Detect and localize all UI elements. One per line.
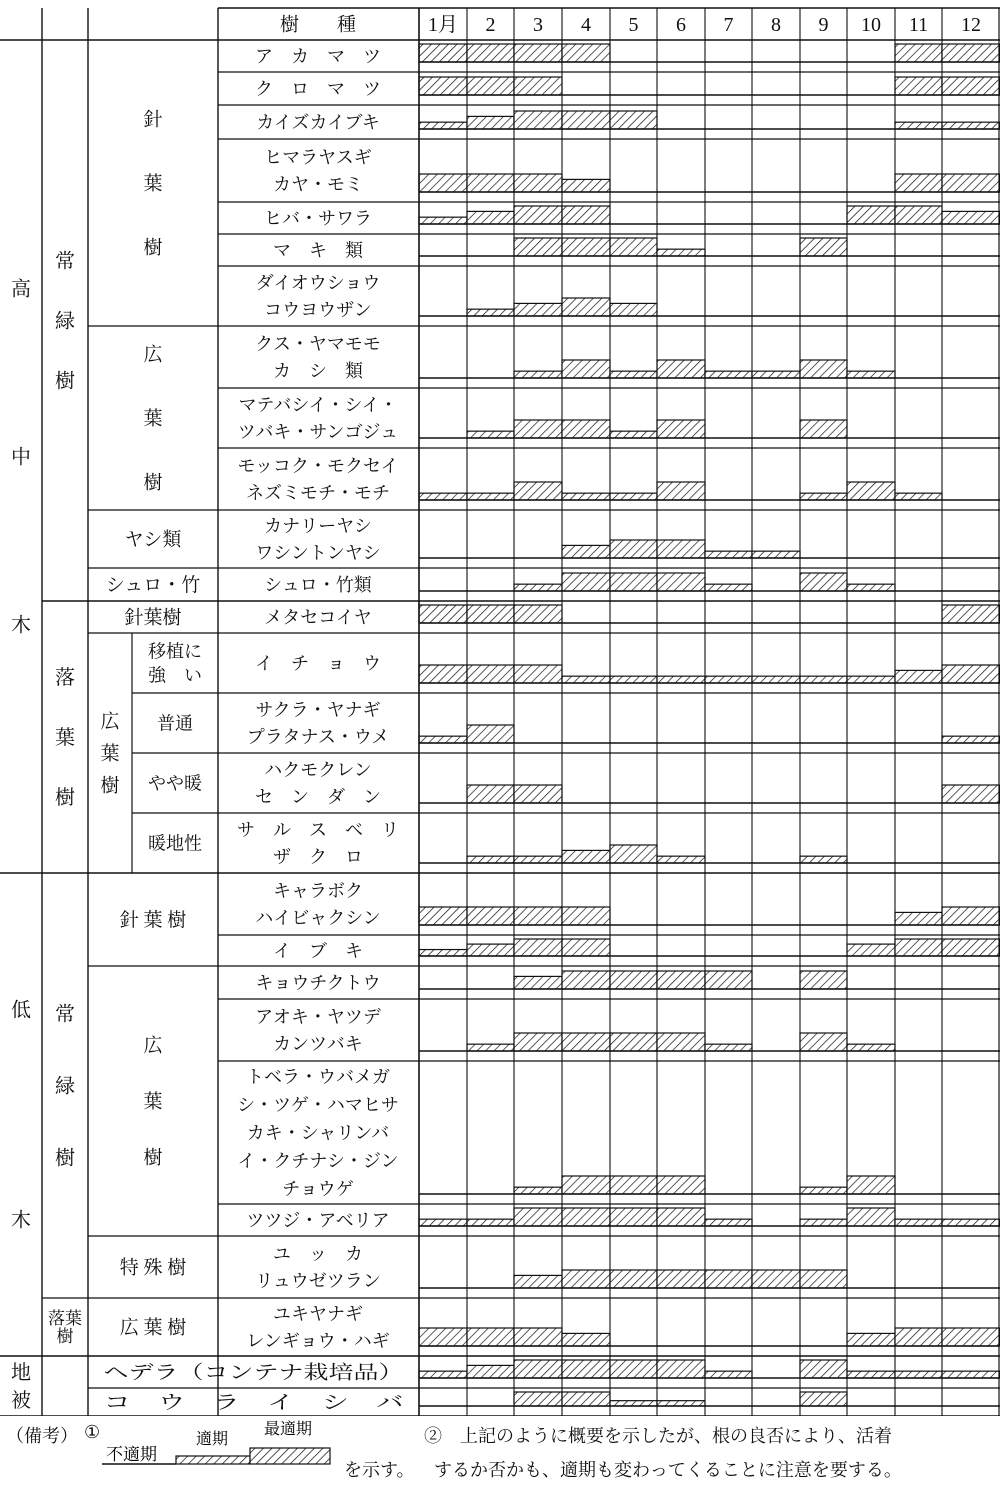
suitability-bar: [657, 1033, 705, 1051]
group-type-label: シュロ・竹: [105, 575, 201, 597]
group-type-label: コ ウ ラ イ シ バ: [103, 1392, 313, 1414]
suitability-bar: [514, 665, 562, 683]
suitability-bar: [847, 1371, 895, 1378]
group-type-label: ヤシ類: [124, 529, 182, 551]
suitability-bar: [942, 665, 1000, 683]
species-name: ヒバ・サワラ: [264, 208, 372, 229]
suitability-bar: [657, 1176, 705, 1194]
suitability-bar: [514, 1392, 562, 1406]
suitability-bar: [562, 939, 610, 956]
group-type-label: ヘデラ（コンテナ栽培品）: [103, 1362, 332, 1384]
suitability-bar: [657, 540, 705, 558]
group-type-label: 特 殊 樹: [119, 1257, 187, 1279]
suitability-bar: [562, 1208, 610, 1226]
suitability-bar: [562, 44, 610, 62]
group-type-label: 広 葉 樹: [119, 1317, 187, 1339]
suitability-bar: [610, 845, 657, 863]
suitability-bar: [800, 238, 847, 256]
group-type-label: 針葉樹: [143, 109, 163, 259]
group-leaf-label: 落葉樹: [48, 1308, 82, 1346]
species-name: マテバシイ・シイ・ツバキ・サンゴジュ: [237, 394, 399, 442]
group-leaf-label: 常緑樹: [55, 250, 75, 393]
remarks-line-2: するか否かも、適期も変わってくることに注意を要する。: [434, 1460, 902, 1481]
group-type-label: 針葉樹: [124, 607, 182, 629]
species-name: シュロ・竹類: [264, 574, 372, 595]
suitability-bar: [705, 584, 752, 591]
header-month: 11: [908, 14, 929, 36]
suitability-bar: [610, 1176, 657, 1194]
suitability-bar: [562, 206, 610, 224]
suitability-bar: [514, 1275, 562, 1288]
suitability-bar: [800, 360, 847, 378]
suitability-bar: [847, 482, 895, 500]
suitability-bar: [800, 493, 847, 500]
suitability-bar: [514, 44, 562, 62]
suitability-bar: [514, 303, 562, 316]
suitability-bar: [942, 211, 1000, 224]
header-month: 10: [861, 14, 881, 36]
header-month: 8: [771, 14, 781, 36]
group-leaf-label: 常緑樹: [55, 1003, 75, 1170]
suitability-bar: [419, 77, 467, 95]
species-name: クス・ヤマモモカ シ 類: [255, 333, 381, 381]
suitability-bar: [419, 1371, 467, 1378]
suitability-bar: [800, 1392, 847, 1406]
suitability-bar: [942, 44, 1000, 62]
suitability-bar: [847, 1208, 895, 1226]
suitability-bar: [610, 1208, 657, 1226]
header-month: 3: [533, 14, 543, 36]
suitability-bar: [895, 939, 942, 956]
suitability-bar: [800, 1360, 847, 1378]
header-month: 7: [723, 14, 734, 36]
suitability-bar: [800, 420, 847, 438]
suitability-bar: [514, 939, 562, 956]
suitability-bar: [562, 573, 610, 591]
header-month: 9: [818, 14, 829, 36]
suitability-bar: [847, 371, 895, 378]
suitability-bar: [895, 122, 942, 129]
suitability-bar: [467, 605, 514, 623]
suitability-bar: [419, 493, 467, 500]
suitability-bar: [419, 174, 467, 192]
suitability-bar: [942, 174, 1000, 192]
suitability-bar: [657, 482, 705, 500]
species-name: ヒマラヤスギカヤ・モミ: [264, 147, 372, 195]
suitability-bar: [467, 44, 514, 62]
suitability-bar: [514, 77, 562, 95]
suitability-bar: [610, 493, 657, 500]
legend-suitable-label: 適期: [196, 1431, 229, 1448]
legend-optimal-label: 最適期: [264, 1421, 313, 1438]
suitability-bar: [419, 1219, 467, 1226]
suitability-bar: [942, 122, 1000, 129]
suitability-bar: [705, 551, 752, 558]
group-type-label: 針 葉 樹: [119, 910, 187, 932]
suitability-bar: [419, 950, 467, 956]
suitability-bar: [942, 907, 1000, 925]
suitability-bar: [514, 482, 562, 500]
suitability-bar: [942, 77, 1000, 95]
suitability-bar: [562, 971, 610, 989]
suitability-bar: [895, 493, 942, 500]
group-sub-label: やや暖: [148, 773, 202, 794]
suitability-bar: [610, 303, 657, 316]
suitability-bar: [419, 605, 467, 623]
suitability-bar: [800, 573, 847, 591]
suitability-bar: [657, 1401, 705, 1406]
suitability-bar: [562, 360, 610, 378]
suitability-bar: [610, 1033, 657, 1051]
suitability-bar: [514, 785, 562, 803]
species-name: ハクモクレンセ ン ダ ン: [255, 759, 381, 807]
suitability-bar: [562, 1033, 610, 1051]
suitability-bar: [610, 371, 657, 378]
suitability-bar: [657, 971, 705, 989]
suitability-bar: [514, 238, 562, 256]
suitability-bar: [942, 1371, 1000, 1378]
suitability-bar: [514, 856, 562, 863]
species-name: ユキヤナギレンギョウ・ハギ: [246, 1303, 390, 1351]
suitability-bar: [800, 676, 847, 683]
species-name: ダイオウショウコウヨウザン: [255, 272, 381, 320]
suitability-bar: [514, 907, 562, 925]
suitability-bar: [942, 785, 1000, 803]
suitability-bar: [562, 1360, 610, 1378]
suitability-bar: [562, 1176, 610, 1194]
suitability-bar: [562, 1333, 610, 1346]
suitability-bar: [562, 238, 610, 256]
suitability-bar: [847, 944, 895, 956]
header-month: 12: [961, 14, 981, 36]
suitability-bar: [847, 206, 895, 224]
suitability-bar: [514, 976, 562, 989]
group-height-label: 低木: [11, 999, 31, 1232]
suitability-bar: [562, 1392, 610, 1406]
species-name: イ チ ョ ウ: [255, 653, 381, 674]
suitability-bar: [800, 1033, 847, 1051]
group-sub-label: 普通: [157, 713, 193, 734]
suitability-bar: [419, 1328, 467, 1346]
suitability-bar: [514, 1187, 562, 1194]
suitability-bar: [752, 1270, 800, 1288]
suitability-bar: [752, 551, 800, 558]
species-name: カイズカイブキ: [256, 112, 380, 133]
species-name: キョウチクトウ: [255, 972, 381, 993]
suitability-bar: [562, 676, 610, 683]
suitability-bar: [419, 736, 467, 743]
species-name: サ ル ス ベ リザ ク ロ: [237, 819, 399, 867]
suitability-bar: [419, 217, 467, 224]
suitability-bar: [895, 77, 942, 95]
suitability-bar: [705, 1219, 752, 1226]
remarks-line-1: ② 上記のように概要を示したが、根の良否により、活着: [424, 1426, 892, 1447]
suitability-bar: [562, 111, 610, 129]
legend-suffix: を示す。: [344, 1460, 415, 1481]
suitability-bar: [657, 1208, 705, 1226]
group-sub-label: 移植に強 い: [148, 641, 202, 686]
species-name: キャラボクハイビャクシン: [255, 880, 381, 928]
suitability-bar: [514, 174, 562, 192]
suitability-bar: [705, 1270, 752, 1288]
suitability-bar: [847, 584, 895, 591]
group-leaf-label: 落葉樹: [55, 667, 75, 809]
suitability-bar: [752, 676, 800, 683]
suitability-bar: [562, 545, 610, 558]
suitability-bar: [419, 122, 467, 129]
suitability-bar: [467, 211, 514, 224]
suitability-bar: [610, 238, 657, 256]
suitability-bar: [467, 1044, 514, 1051]
suitability-bar: [610, 573, 657, 591]
suitability-bar: [610, 111, 657, 129]
suitability-bar: [467, 431, 514, 438]
suitability-bar: [657, 360, 705, 378]
suitability-bar: [895, 1371, 942, 1378]
suitability-bar: [942, 939, 1000, 956]
suitability-bar: [657, 856, 705, 863]
suitability-bar: [467, 1219, 514, 1226]
suitability-bar: [705, 676, 752, 683]
suitability-bar: [562, 493, 610, 500]
group-height-label: 高中木: [11, 278, 31, 637]
suitability-bar: [514, 584, 562, 591]
suitability-bar: [467, 725, 514, 743]
suitability-bar: [467, 493, 514, 500]
suitability-bar: [942, 1328, 1000, 1346]
suitability-bar: [847, 676, 895, 683]
suitability-bar: [895, 44, 942, 62]
suitability-bar: [705, 971, 752, 989]
suitability-bar: [514, 1360, 562, 1378]
suitability-bar: [467, 907, 514, 925]
suitability-bar: [467, 309, 514, 316]
suitability-bar: [514, 1208, 562, 1226]
header-month: 5: [628, 14, 639, 36]
species-name: メタセコイヤ: [264, 607, 372, 628]
remarks-label: （備考）: [6, 1426, 78, 1447]
header-month: 6: [676, 14, 686, 36]
suitability-bar: [467, 116, 514, 129]
suitability-bar: [562, 298, 610, 316]
suitability-bar: [610, 676, 657, 683]
suitability-bar: [657, 1270, 705, 1288]
suitability-bar: [895, 174, 942, 192]
remarks-number-1: ①: [84, 1422, 101, 1443]
suitability-bar: [610, 971, 657, 989]
suitability-bar: [419, 665, 467, 683]
suitability-bar: [562, 420, 610, 438]
remarks: [0, 1416, 1000, 1495]
suitability-bar: [514, 420, 562, 438]
suitability-bar: [752, 371, 800, 378]
suitability-bar: [657, 573, 705, 591]
suitability-bar: [705, 371, 752, 378]
suitability-bar: [895, 206, 942, 224]
suitability-bar: [847, 1333, 895, 1346]
suitability-bar: [847, 1176, 895, 1194]
suitability-bar: [419, 44, 467, 62]
suitability-bar: [514, 371, 562, 378]
suitability-bar: [895, 1219, 942, 1226]
suitability-bar: [895, 912, 942, 925]
suitability-bar: [705, 1044, 752, 1051]
suitability-bar: [514, 1328, 562, 1346]
suitability-bar: [514, 111, 562, 129]
suitability-bar: [419, 907, 467, 925]
species-name: マ キ 類: [273, 240, 363, 261]
species-name: サクラ・ヤナギプラタナス・ウメ: [246, 699, 390, 747]
species-name: カナリーヤシワシントンヤシ: [255, 515, 381, 563]
suitability-bar: [562, 1270, 610, 1288]
suitability-bar: [467, 174, 514, 192]
suitability-bar: [657, 249, 705, 256]
suitability-bar: [514, 1033, 562, 1051]
suitability-bar: [610, 1360, 657, 1378]
suitability-bar: [800, 1187, 847, 1194]
group-height-label: 地被: [11, 1362, 31, 1412]
suitability-bar: [514, 206, 562, 224]
species-name: ユ ッ カリュウゼツラン: [255, 1243, 381, 1291]
suitability-bar: [562, 850, 610, 863]
header-species: 樹 種: [279, 14, 357, 36]
header-month: 2: [485, 14, 496, 36]
species-name: トベラ・ウバメガシ・ツゲ・ハマヒサカキ・シャリンバイ・クチナシ・ジンチョウゲ: [237, 1066, 399, 1199]
species-name: ツツジ・アベリア: [246, 1210, 390, 1231]
group-type-label: 広葉樹: [100, 711, 120, 797]
suitability-bar: [800, 856, 847, 863]
suitability-bar: [467, 856, 514, 863]
header-month: 4: [581, 14, 591, 36]
suitability-bar: [942, 605, 1000, 623]
suitability-bar: [942, 736, 1000, 743]
suitability-bar: [895, 1328, 942, 1346]
suitability-bar: [657, 420, 705, 438]
group-type-label: 広葉樹: [143, 1035, 163, 1169]
suitability-bar: [467, 944, 514, 956]
legend-suitable-bar: [176, 1456, 250, 1464]
suitability-bar: [562, 179, 610, 192]
species-name: アオキ・ヤツデカンツバキ: [255, 1006, 381, 1054]
suitability-bar: [657, 1360, 705, 1378]
suitability-bar: [705, 1371, 752, 1378]
suitability-bar: [610, 1401, 657, 1406]
suitability-bar: [610, 540, 657, 558]
suitability-bar: [942, 1219, 1000, 1226]
suitability-bar: [800, 971, 847, 989]
group-sub-label: 暖地性: [148, 833, 202, 854]
suitability-bar: [657, 676, 705, 683]
header-month: 1月: [428, 14, 458, 36]
legend: [100, 1416, 340, 1466]
suitability-bar: [847, 1044, 895, 1051]
species-name: ク ロ マ ツ: [255, 78, 381, 99]
suitability-bar: [467, 1328, 514, 1346]
suitability-bar: [514, 605, 562, 623]
species-name: モッコク・モクセイネズミモチ・モチ: [237, 455, 399, 503]
species-name: ア カ マ ツ: [255, 46, 381, 67]
suitability-bar: [467, 77, 514, 95]
suitability-bar: [610, 431, 657, 438]
suitability-bar: [895, 670, 942, 683]
species-name: イ ブ キ: [273, 940, 363, 961]
suitability-bar: [562, 907, 610, 925]
suitability-bar: [467, 665, 514, 683]
suitability-bar: [610, 1270, 657, 1288]
suitability-bar: [467, 1365, 514, 1378]
suitability-bar: [800, 1270, 847, 1288]
suitability-bar: [800, 1219, 847, 1226]
suitability-bar: [467, 785, 514, 803]
legend-optimal-bar: [250, 1448, 330, 1464]
legend-unsuitable-label: 不適期: [106, 1445, 157, 1464]
group-type-label: 広葉樹: [143, 344, 163, 494]
